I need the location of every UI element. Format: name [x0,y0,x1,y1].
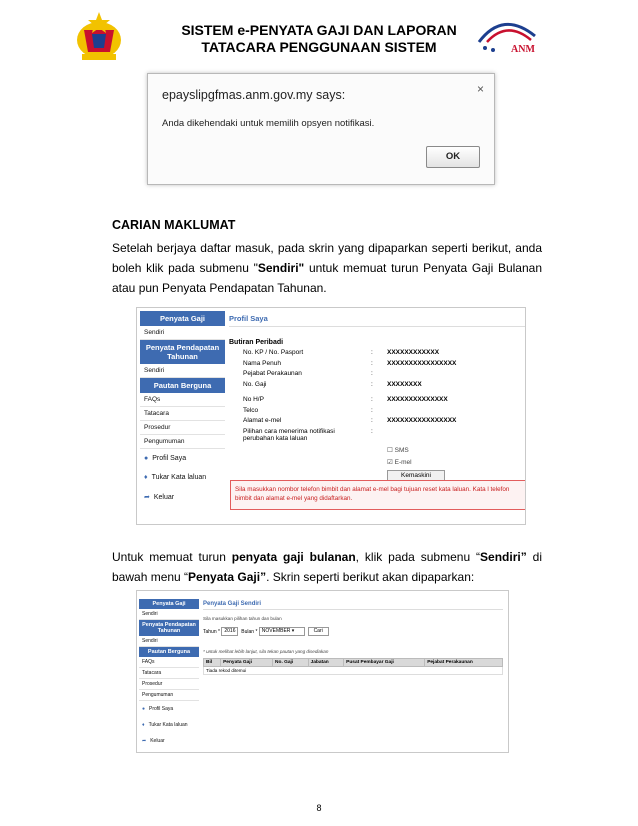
sidebar-heading-pautan: Pautan Berguna [140,378,225,393]
anm-logo [473,12,545,60]
sidebar-link-prosedur[interactable]: Prosedur [140,421,225,435]
sidebar-heading-penyata-gaji[interactable]: Penyata Gaji [139,599,199,609]
payslip-table [203,658,503,675]
paragraph-2: Untuk memuat turun penyata gaji bulanan, klik pada submenu “Sendiri” di bawah menu “Penyata Gaji”. Skrin seperti berikut akan dipaparkan: [112,550,542,584]
payslip-screenshot [136,590,509,753]
profile-row: Telco : [243,406,373,414]
para1-text-b: Sendiri" [257,261,305,275]
sidebar-keluar[interactable]: ➦ Keluar [142,738,165,744]
sidebar-link-pengumuman[interactable]: Pengumuman [140,435,225,449]
document-header-title [130,22,508,56]
logout-icon: ➦ [142,738,147,744]
table-header: Pusat Pembayar Gaji [344,659,425,667]
key-icon: ♦ [142,722,145,728]
sms-checkbox[interactable]: ☐ SMS [387,446,409,454]
dialog-title: epayslipgfmas.anm.gov.my says: [162,88,346,102]
sidebar-link-tatacara[interactable]: Tatacara [139,668,199,679]
sidebar-link-faqs[interactable]: FAQs [140,393,225,407]
bulan-select[interactable]: NOVEMBER ▾ [259,627,305,636]
kemaskini-button[interactable]: Kemaskini [387,470,445,482]
malaysia-crest-logo [70,10,128,64]
sidebar-tukar[interactable] [140,468,225,487]
filter-row [203,627,503,637]
table-header: Penyata Gaji [221,659,273,667]
key-icon: ♦ [144,474,148,481]
profile-title: Profil Saya [229,311,525,327]
profile-screenshot [136,307,526,525]
sidebar-tukar[interactable]: ♦ Tukar Kata laluan [142,722,188,728]
payslip-title: Penyata Gaji Sendiri [203,599,503,610]
sidebar-tukar-label: Tukar Kata laluan [151,474,207,481]
sidebar-heading-penyata-pendapatan[interactable]: Penyata Pendapatan Tahunan [140,340,225,364]
profile-row: Nama Penuh : XXXXXXXXXXXXXXXX [243,359,457,367]
table-row: Tiada rekod ditemui [204,667,503,675]
sidebar-item-sendiri[interactable]: Sendiri [140,326,225,340]
sidebar-profil[interactable]: ● Profil Saya [142,706,174,712]
profile-row: Pilihan cara menerima notifikasi perubahan kata laluan : [243,427,373,442]
sidebar-link-prosedur[interactable]: Prosedur [139,679,199,690]
sidebar-heading-penyata-pendapatan[interactable]: Penyata Pendapatan Tahunan [139,620,199,636]
sidebar-heading-penyata-gaji[interactable]: Penyata Gaji [140,311,225,326]
close-icon[interactable]: × [476,82,484,96]
payslip-main [203,599,503,675]
anm-logo-text: ANM [511,44,535,55]
page-number: 8 [316,803,322,813]
table-header: Pejabat Perakaunan [425,659,503,667]
email-checkbox[interactable]: ☑ E-mel [387,458,412,466]
header-title-line2: TATACARA PENGGUNAAN SISTEM [201,39,437,55]
dialog-message: Anda dikehendaki untuk memilih opsyen notifikasi. [162,118,375,129]
butiran-title: Butiran Peribadi [229,339,284,346]
user-icon: ● [144,455,149,462]
alert-message: Sila masukkan nombor telefon bimbit dan alamat e-mel bagi tujuan reset kata laluan. Kata l telefon bimbit dan alamat e-mel yang didaftarkan. [230,480,526,510]
sidebar [140,311,225,507]
note-text: * untuk melihat lebih lanjut, sila tekan pautan yang disediakan [203,649,329,654]
table-header: No. Gaji [273,659,309,667]
sidebar-link-pengumuman[interactable]: Pengumuman [139,690,199,701]
sidebar [139,599,199,749]
section-heading: CARIAN MAKLUMAT [112,218,236,232]
table-header: Bil [204,659,221,667]
bulan-label: Bulan * [241,628,258,635]
sidebar-keluar[interactable] [140,487,225,507]
header-title-line1: SISTEM e-PENYATA GAJI DAN LAPORAN [181,22,457,38]
sidebar-profil[interactable] [140,449,225,468]
para1-text-c: untuk memuat turun Penyata Gaji Bulanan atau pun Penyata Pendapatan Tahunan. [112,261,542,295]
sidebar-item-sendiri[interactable]: Sendiri [139,609,199,620]
profile-row: No. KP / No. Pasport : XXXXXXXXXXXX [243,349,440,356]
para1-text-a: Setelah berjaya daftar masuk, pada skrin yang dipaparkan seperti berikut, anda boleh klik pada submenu " [112,241,542,275]
tahun-input[interactable]: 2016 [221,627,238,636]
ok-button[interactable]: OK [426,146,480,168]
profile-row: Alamat e-mel : XXXXXXXXXXXXXXXX [243,417,457,424]
cari-button[interactable]: Cari [308,627,329,636]
profile-row: No H/P : XXXXXXXXXXXXXX [243,396,448,403]
profile-row: Pejabat Perakaunan : [243,370,373,377]
sidebar-keluar-label: Keluar [153,494,175,501]
sidebar-profil-label: Profil Saya [152,455,187,462]
sidebar-link-tatacara[interactable]: Tatacara [140,407,225,421]
sidebar-item-sendiri-tahunan[interactable]: Sendiri [139,636,199,647]
sidebar-item-sendiri-tahunan[interactable]: Sendiri [140,364,225,378]
table-header: Jabatan [308,659,344,667]
profile-main [229,311,525,482]
instruction-text: Sila masukkan pilihan tahun dan bulan [203,616,282,621]
browser-alert-dialog [147,73,495,185]
profile-row: No. Gaji : XXXXXXXX [243,380,422,388]
sidebar-heading-pautan: Pautan Berguna [139,647,199,657]
sidebar-link-faqs[interactable]: FAQs [139,657,199,668]
paragraph-1 [112,238,542,298]
logout-icon: ➦ [144,494,150,501]
tahun-label: Tahun * [203,628,220,635]
user-icon: ● [142,706,146,712]
chevron-down-icon: ▾ [291,628,295,634]
